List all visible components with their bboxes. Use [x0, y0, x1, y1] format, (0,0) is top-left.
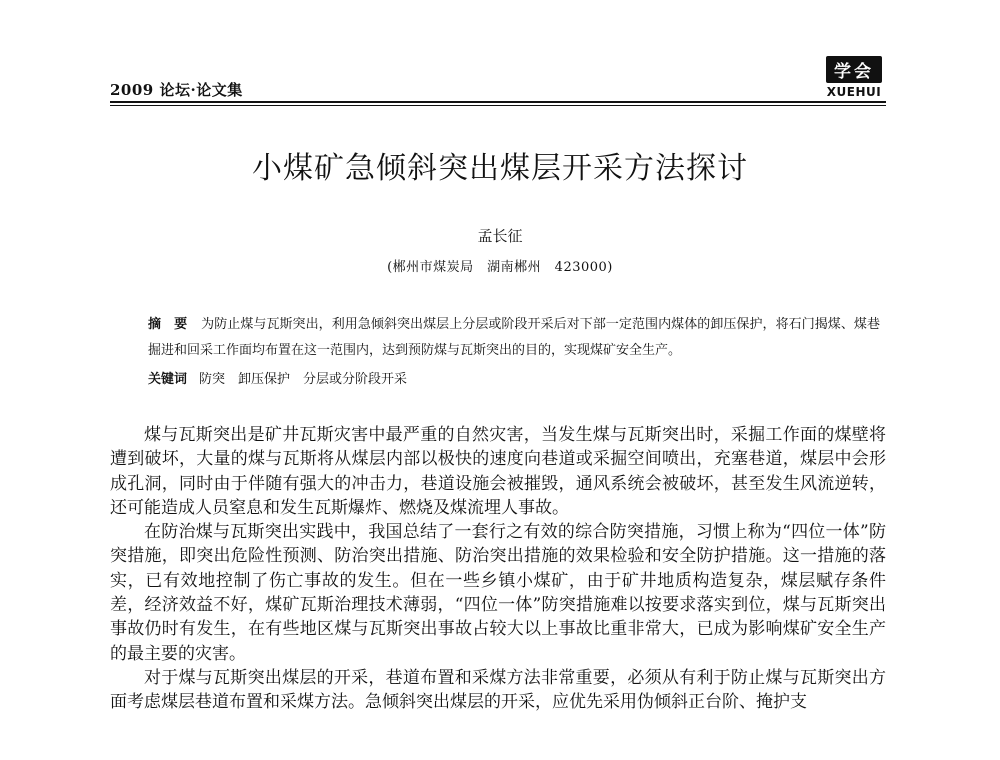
abstract-label: 摘 要: [148, 317, 188, 332]
journal-name: 2009 论坛·论文集: [110, 81, 243, 99]
logo-text: XUEHUI: [826, 85, 882, 99]
keywords-text: 防突 卸压保护 分层或分阶段开采: [199, 372, 408, 387]
author-affiliation: (郴州市煤炭局 湖南郴州 423000): [387, 260, 613, 275]
keywords-label: 关键词: [148, 372, 188, 387]
body-paragraph: 煤与瓦斯突出是矿井瓦斯灾害中最严重的自然灾害，当发生煤与瓦斯突出时，采掘工作面的煤壁将遭到破坏，大量的煤与瓦斯将从煤层内部以极快的速度向巷道或采掘空间喷出，充塞巷道，煤层中会形成孔洞，同时由于伴随有强大的冲击力，巷道设施会被摧毁，通风系统会被破坏，甚至发生风流逆转，还可能造成人员窒息和发生瓦斯爆炸、燃烧及煤流埋人事故。: [110, 425, 886, 518]
xuehui-logo: [822, 56, 886, 99]
header-rule-thin: [110, 105, 886, 106]
abstract: [148, 312, 880, 364]
author-name: 孟长征: [477, 227, 523, 245]
body-paragraph: 对于煤与瓦斯突出煤层的开采，巷道布置和采煤方法非常重要，必须从有利于防止煤与瓦斯突出方面考虑煤层巷道布置和采煤方法。急倾斜突出煤层的开采，应优先采用伪倾斜正台阶、掩护支: [110, 667, 886, 713]
abstract-text: 为防止煤与瓦斯突出，利用急倾斜突出煤层上分层或阶段开采后对下部一定范围内煤体的卸压保护，将石门揭煤、煤巷掘进和回采工作面均布置在这一范围内，达到预防煤与瓦斯突出的目的，实现煤矿安全生产。: [148, 317, 880, 358]
body-paragraph: 在防治煤与瓦斯突出实践中，我国总结了一套行之有效的综合防突措施，习惯上称为“四位一体”防突措施，即突出危险性预测、防治突出措施、防治突出措施的效果检验和安全防护措施。这一措施的落实，已有效地控制了伤亡事故的发生。但在一些乡镇小煤矿，由于矿井地质构造复杂，煤层赋存条件差，经济效益不好，煤矿瓦斯治理技术薄弱，“四位一体”防突措施难以按要求落实到位，煤与瓦斯突出事故仍时有发生，在有些地区煤与瓦斯突出事故占较大以上事故比重非常大，已成为影响煤矿安全生产的最主要的灾害。: [110, 522, 886, 664]
body-text: [110, 423, 886, 715]
header-rule: [110, 101, 886, 103]
paper-title: 小煤矿急倾斜突出煤层开采方法探讨: [252, 151, 748, 186]
logo-mark: 学会: [826, 56, 882, 83]
keywords: [148, 368, 880, 392]
